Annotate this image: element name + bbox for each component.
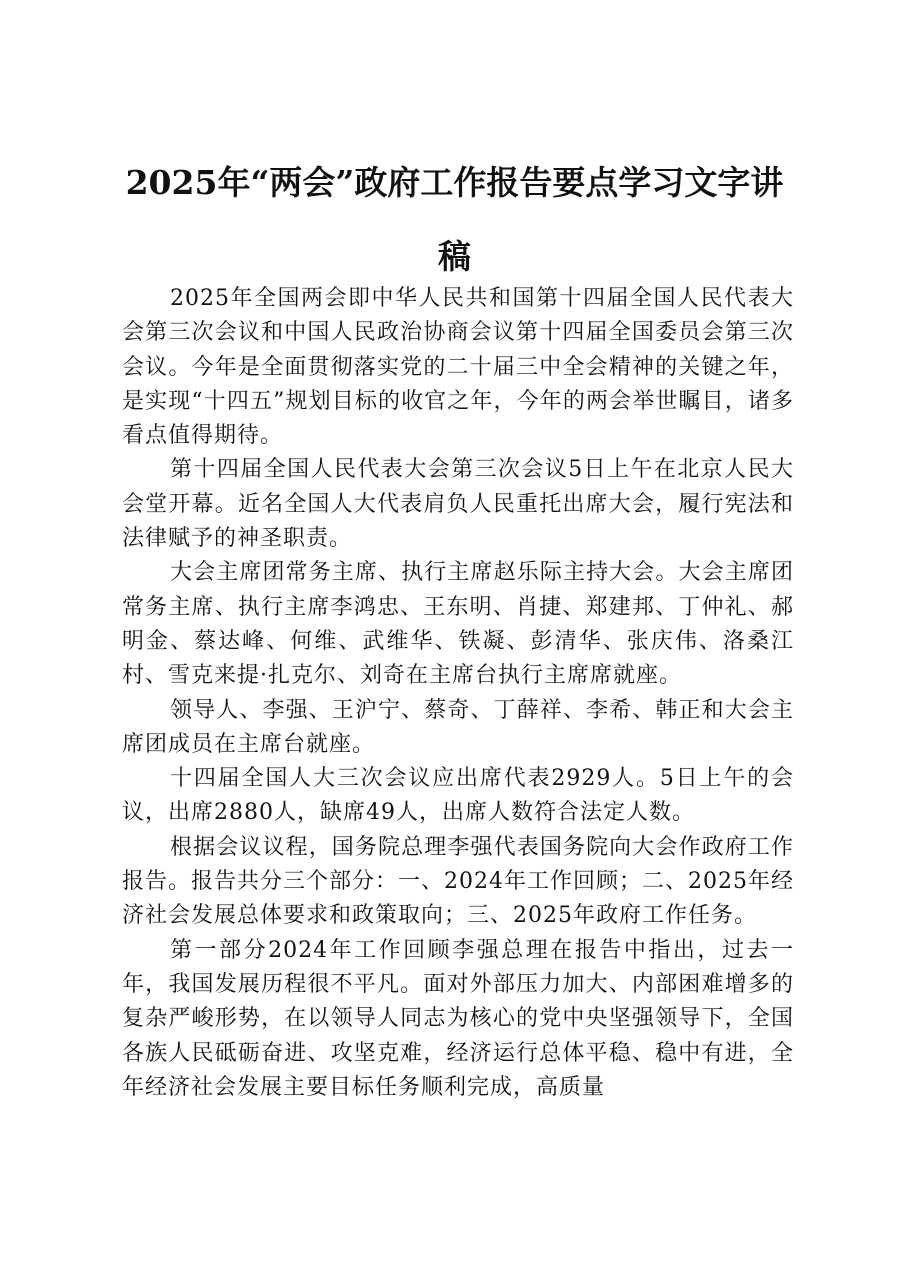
document-title: 2025年“两会”政府工作报告要点学习文字讲稿 (125, 163, 784, 276)
paragraph: 根据会议议程，国务院总理李强代表国务院向大会作政府工作报告。报告共分三个部分：一、2024年工作回顾；二、2025年经济社会发展总体要求和政策取向；三、2025年政府工作任务。 (122, 834, 794, 929)
paragraph: 领导人、李强、王沪宁、蔡奇、丁薛祥、李希、韩正和大会主席团成员在主席台就座。 (122, 697, 794, 757)
paragraph: 十四届全国人大三次会议应出席代表2929人。5日上午的会议，出席2880人，缺席49人，出席人数符合法定人数。 (122, 766, 794, 826)
document-body (122, 282, 794, 1105)
paragraph: 第一部分2024年工作回顾李强总理在报告中指出，过去一年，我国发展历程很不平凡。面对外部压力加大、内部困难增多的复杂严峻形势，在以领导人同志为核心的党中央坚强领导下，全国各族人民砥砺奋进、攻坚克难，经济运行总体平稳、稳中有进，全年经济社会发展主要目标任务顺利完成，高质量 (122, 937, 794, 1100)
paragraph: 第十四届全国人民代表大会第三次会议5日上午在北京人民大会堂开幕。近名全国人大代表肩负人民重托出席大会，履行宪法和法律赋予的神圣职责。 (122, 457, 794, 552)
paragraph: 大会主席团常务主席、执行主席赵乐际主持大会。大会主席团常务主席、执行主席李鸿忠、王东明、肖捷、郑建邦、丁仲礼、郝明金、蔡达峰、何维、武维华、铁凝、彭清华、张庆伟、洛桑江村、雪克来提·扎克尔、刘奇在主席台执行主席席就座。 (122, 560, 794, 689)
paragraph: 2025年全国两会即中华人民共和国第十四届全国人民代表大会第三次会议和中国人民政治协商会议第十四届全国委员会第三次会议。今年是全面贯彻落实党的二十届三中全会精神的关键之年，是实现“十四五”规划目标的收官之年，今年的两会举世瞩目，诸多看点值得期待。 (122, 286, 794, 449)
